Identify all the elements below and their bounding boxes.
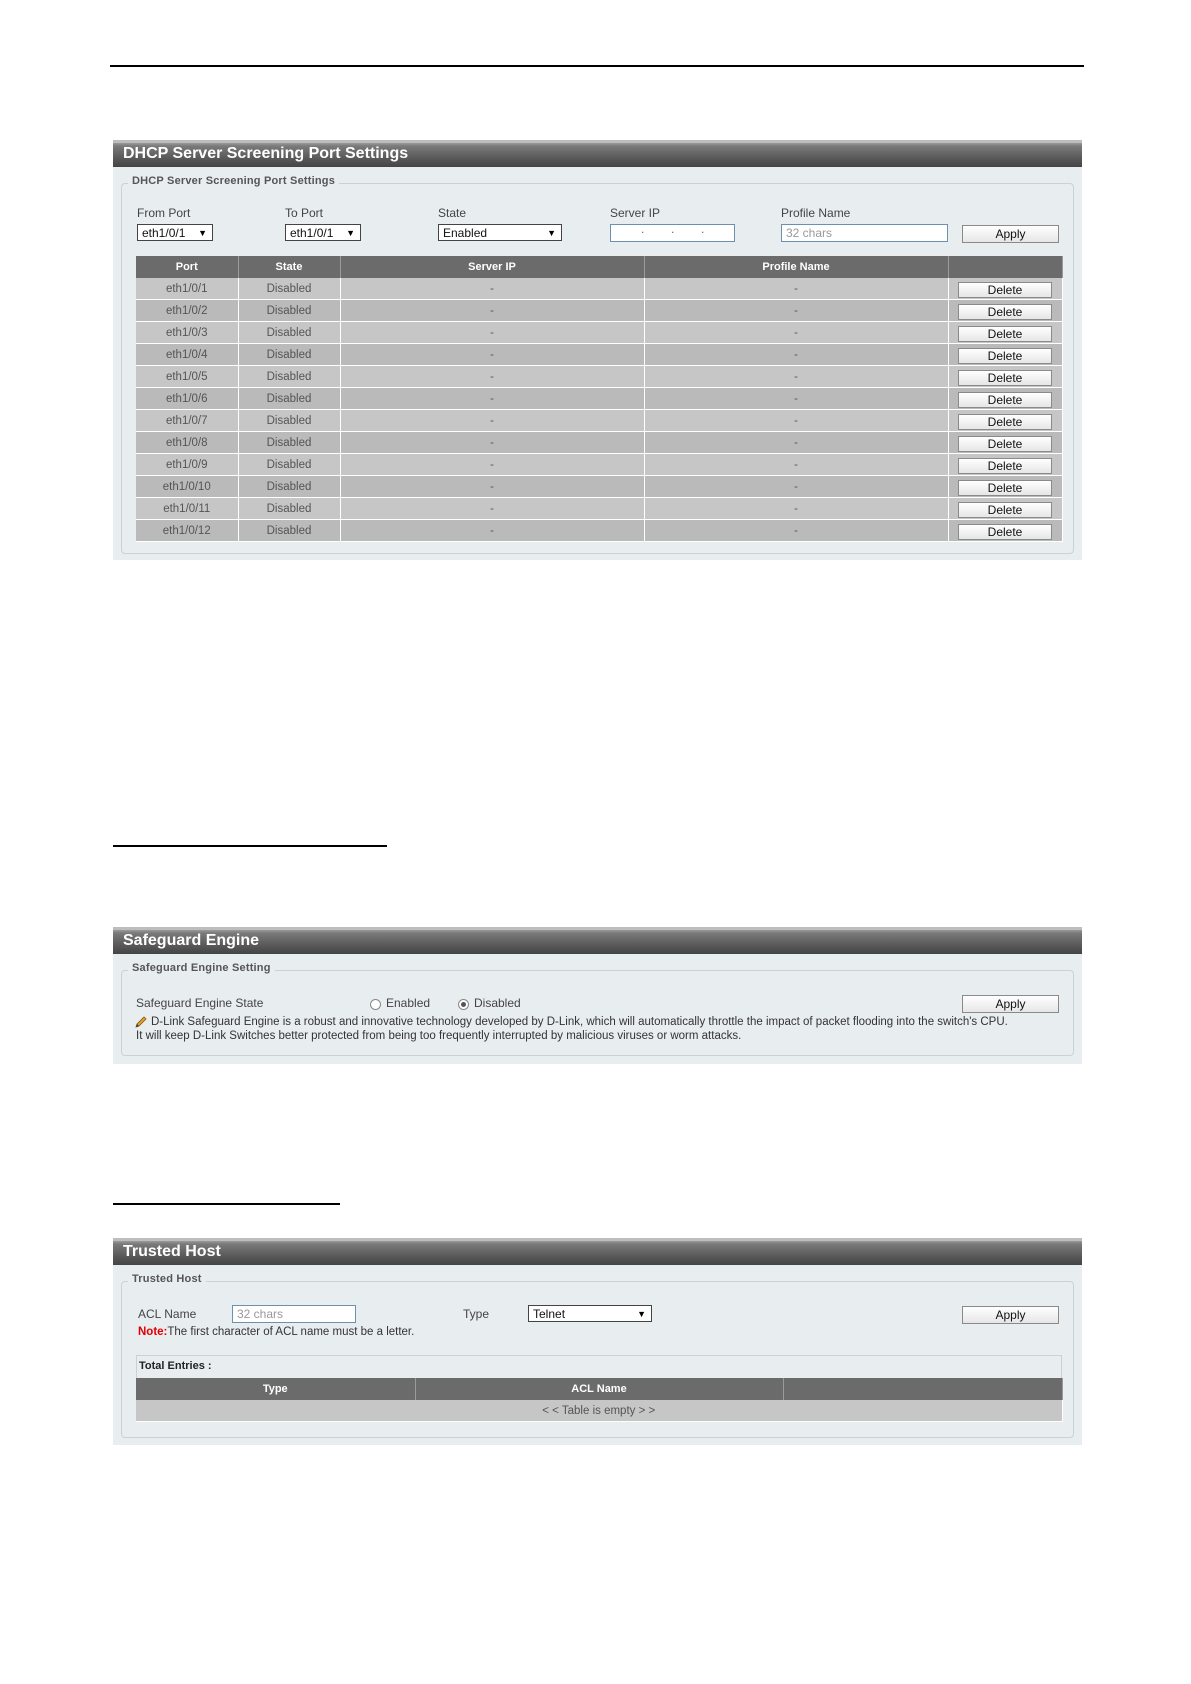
action-cell — [948, 300, 1062, 322]
safeguard-note-line2: It will keep D-Link Switches better protected from being too frequently interrupted by malicious viruses or worm attacks. — [136, 1030, 742, 1042]
port-cell: eth1/0/6 — [136, 388, 238, 410]
profile-cell: - — [644, 366, 948, 388]
total-entries-bar — [136, 1355, 1062, 1379]
server-ip-cell: - — [340, 498, 644, 520]
page-top-rule — [110, 65, 1084, 67]
state-cell: Disabled — [238, 454, 340, 476]
trusted-host-header: Trusted Host — [113, 1238, 1082, 1265]
profile-cell: - — [644, 454, 948, 476]
delete-button[interactable]: Delete — [958, 458, 1052, 474]
delete-button[interactable]: Delete — [958, 436, 1052, 452]
safeguard-header: Safeguard Engine — [113, 927, 1082, 954]
port-cell: eth1/0/7 — [136, 410, 238, 432]
state-cell: Disabled — [238, 322, 340, 344]
table-row — [136, 388, 1062, 410]
port-cell: eth1/0/5 — [136, 366, 238, 388]
delete-button[interactable]: Delete — [958, 282, 1052, 298]
state-cell: Disabled — [238, 410, 340, 432]
to-port-select[interactable] — [285, 224, 361, 241]
table-row — [136, 322, 1062, 344]
column-header-profile-name: Profile Name — [644, 256, 948, 278]
delete-button[interactable]: Delete — [958, 326, 1052, 342]
acl-name-input[interactable]: 32 chars — [232, 1305, 356, 1323]
state-cell: Disabled — [238, 498, 340, 520]
state-cell: Disabled — [238, 366, 340, 388]
column-header-state: State — [238, 256, 340, 278]
delete-button[interactable]: Delete — [958, 414, 1052, 430]
server-ip-cell: - — [340, 278, 644, 300]
action-cell — [948, 388, 1062, 410]
table-row — [136, 300, 1062, 322]
table-header-row — [136, 1378, 1062, 1400]
column-header-acl-name: ACL Name — [415, 1378, 783, 1400]
state-cell: Disabled — [238, 476, 340, 498]
dhcp-ports-table — [136, 256, 1063, 542]
server-ip-cell: - — [340, 520, 644, 542]
delete-button[interactable]: Delete — [958, 524, 1052, 540]
acl-name-label: ACL Name — [138, 1307, 197, 1321]
server-ip-cell: - — [340, 344, 644, 366]
profile-cell: - — [644, 344, 948, 366]
state-value: Enabled — [443, 226, 488, 240]
port-cell: eth1/0/11 — [136, 498, 238, 520]
trusted-host-fieldset — [121, 1273, 1074, 1438]
section-rule — [113, 845, 387, 847]
table-row — [136, 410, 1062, 432]
table-row — [136, 1400, 1062, 1422]
delete-button[interactable]: Delete — [958, 392, 1052, 408]
profile-cell: - — [644, 498, 948, 520]
note-text: The first character of ACL name must be a letter. — [167, 1326, 415, 1338]
safeguard-enabled-label: Enabled — [386, 996, 431, 1010]
safeguard-disabled-radio[interactable] — [458, 999, 469, 1010]
delete-button[interactable]: Delete — [958, 370, 1052, 386]
server-ip-input[interactable]: . . . — [610, 224, 735, 242]
section-rule — [113, 1203, 340, 1205]
safeguard-note-line1: D-Link Safeguard Engine is a robust and innovative technology developed by D-Link, which will automatically throttle the impact of packet flooding into the switch's CPU. — [151, 1016, 1008, 1028]
delete-button[interactable]: Delete — [958, 304, 1052, 320]
server-ip-cell: - — [340, 300, 644, 322]
trusted-host-panel — [113, 1238, 1082, 1445]
profile-name-input[interactable]: 32 chars — [781, 224, 948, 242]
safeguard-disabled-label: Disabled — [474, 996, 521, 1010]
port-cell: eth1/0/1 — [136, 278, 238, 300]
profile-cell: - — [644, 278, 948, 300]
to-port-label: To Port — [285, 206, 324, 220]
profile-cell: - — [644, 476, 948, 498]
pencil-icon — [135, 1016, 147, 1028]
delete-button[interactable]: Delete — [958, 480, 1052, 496]
trusted-host-table — [136, 1378, 1063, 1422]
profile-cell: - — [644, 388, 948, 410]
column-header-type: Type — [136, 1378, 415, 1400]
from-port-label: From Port — [137, 206, 191, 220]
port-cell: eth1/0/8 — [136, 432, 238, 454]
server-ip-label: Server IP — [610, 206, 661, 220]
empty-table-message: < < Table is empty > > — [136, 1400, 1062, 1422]
type-value: Telnet — [533, 1307, 566, 1321]
safeguard-legend: Safeguard Engine Setting — [128, 962, 275, 974]
server-ip-cell: - — [340, 410, 644, 432]
action-cell — [948, 366, 1062, 388]
profile-cell: - — [644, 300, 948, 322]
table-row — [136, 344, 1062, 366]
from-port-value: eth1/0/1 — [142, 226, 186, 240]
profile-cell: - — [644, 322, 948, 344]
chevron-down-icon: ▼ — [547, 228, 556, 238]
profile-name-label: Profile Name — [781, 206, 851, 220]
chevron-down-icon: ▼ — [637, 1309, 646, 1319]
delete-button[interactable]: Delete — [958, 348, 1052, 364]
state-cell: Disabled — [238, 520, 340, 542]
action-cell — [948, 454, 1062, 476]
chevron-down-icon: ▼ — [346, 228, 355, 238]
dhcp-screening-header: DHCP Server Screening Port Settings — [113, 140, 1082, 167]
acl-note — [138, 1326, 414, 1338]
note-prefix: Note: — [138, 1326, 168, 1338]
action-cell — [948, 344, 1062, 366]
trusted-host-legend: Trusted Host — [128, 1273, 206, 1285]
delete-button[interactable]: Delete — [958, 502, 1052, 518]
state-select[interactable] — [438, 224, 562, 241]
port-cell: eth1/0/4 — [136, 344, 238, 366]
server-ip-cell: - — [340, 432, 644, 454]
total-entries-label: Total Entries : — [139, 1360, 212, 1372]
profile-cell: - — [644, 410, 948, 432]
action-cell — [948, 498, 1062, 520]
apply-button[interactable]: Apply — [962, 225, 1059, 243]
port-cell: eth1/0/10 — [136, 476, 238, 498]
state-cell: Disabled — [238, 432, 340, 454]
from-port-select[interactable] — [137, 224, 213, 241]
dhcp-screening-fieldset — [121, 175, 1074, 554]
server-ip-cell: - — [340, 476, 644, 498]
action-cell — [948, 520, 1062, 542]
table-row — [136, 498, 1062, 520]
server-ip-cell: - — [340, 454, 644, 476]
state-cell: Disabled — [238, 344, 340, 366]
profile-cell: - — [644, 520, 948, 542]
state-cell: Disabled — [238, 300, 340, 322]
safeguard-panel — [113, 927, 1082, 1064]
table-row — [136, 520, 1062, 542]
server-ip-cell: - — [340, 366, 644, 388]
table-row — [136, 278, 1062, 300]
dhcp-screening-panel — [113, 140, 1082, 560]
chevron-down-icon: ▼ — [198, 228, 207, 238]
table-row — [136, 432, 1062, 454]
column-header-action — [783, 1378, 1062, 1400]
action-cell — [948, 432, 1062, 454]
port-cell: eth1/0/12 — [136, 520, 238, 542]
server-ip-cell: - — [340, 388, 644, 410]
safeguard-fieldset — [121, 962, 1074, 1056]
table-row — [136, 476, 1062, 498]
server-ip-cell: - — [340, 322, 644, 344]
port-cell: eth1/0/2 — [136, 300, 238, 322]
type-label: Type — [463, 1307, 490, 1321]
port-cell: eth1/0/9 — [136, 454, 238, 476]
column-header-port: Port — [136, 256, 238, 278]
action-cell — [948, 410, 1062, 432]
column-header-server-ip: Server IP — [340, 256, 644, 278]
profile-cell: - — [644, 432, 948, 454]
safeguard-state-label: Safeguard Engine State — [136, 996, 264, 1010]
table-row — [136, 366, 1062, 388]
type-select[interactable] — [528, 1305, 652, 1322]
state-cell: Disabled — [238, 278, 340, 300]
safeguard-enabled-radio[interactable] — [370, 999, 381, 1010]
action-cell — [948, 278, 1062, 300]
action-cell — [948, 476, 1062, 498]
state-label: State — [438, 206, 467, 220]
trusted-apply-button[interactable]: Apply — [962, 1306, 1059, 1324]
table-row — [136, 454, 1062, 476]
dhcp-screening-legend: DHCP Server Screening Port Settings — [128, 175, 339, 187]
port-cell: eth1/0/3 — [136, 322, 238, 344]
state-cell: Disabled — [238, 388, 340, 410]
column-header-action — [948, 256, 1062, 278]
to-port-value: eth1/0/1 — [290, 226, 334, 240]
action-cell — [948, 322, 1062, 344]
safeguard-apply-button[interactable]: Apply — [962, 995, 1059, 1013]
table-header-row — [136, 256, 1062, 278]
